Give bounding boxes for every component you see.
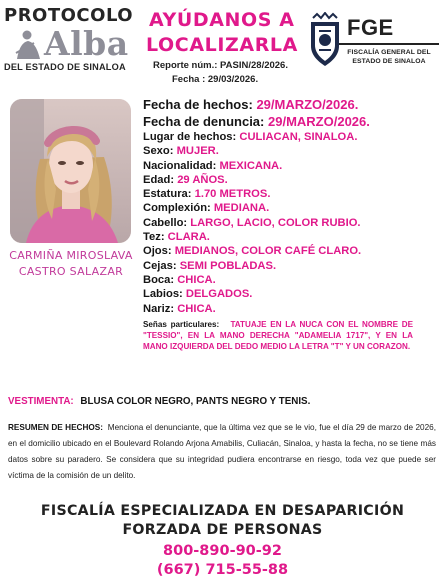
fact-fecha-denuncia: Fecha de denuncia: 29/MARZO/2026. bbox=[143, 114, 370, 129]
phone-number-local[interactable]: (667) 715-55-88 bbox=[156, 562, 289, 578]
footer-agency-line-2: FORZADA DE PERSONAS bbox=[122, 522, 323, 538]
senas-label: Señas particulares: bbox=[143, 320, 220, 329]
fge-acronym: FGE bbox=[347, 15, 394, 40]
person-name-line-2: CASTRO SALAZAR bbox=[18, 265, 124, 278]
distinguishing-marks bbox=[143, 319, 413, 353]
fact-tez: Tez: CLARA. bbox=[143, 231, 210, 244]
fact-cabello: Cabello: LARGO, LACIO, COLOR RUBIO. bbox=[143, 216, 361, 229]
fact-estatura: Estatura: 1.70 METROS. bbox=[143, 188, 271, 201]
fact-nacionalidad: Nacionalidad: MEXICANA. bbox=[143, 159, 283, 172]
logo-estado-text: DEL ESTADO DE SINALOA bbox=[4, 62, 126, 72]
person-details bbox=[143, 96, 443, 316]
vestimenta-label: VESTIMENTA: bbox=[8, 396, 74, 407]
person-name-line-1: CARMIÑA MIROSLAVA bbox=[9, 249, 133, 262]
fge-divider bbox=[339, 43, 439, 45]
title-line-1: AYÚDANOS A bbox=[149, 9, 295, 31]
header bbox=[0, 0, 445, 92]
sinaloa-seal-icon bbox=[307, 12, 343, 70]
vestimenta-value: BLUSA COLOR NEGRO, PANTS NEGRO Y TENIS. bbox=[80, 396, 311, 407]
fact-sexo: Sexo: MUJER. bbox=[143, 145, 219, 158]
fact-complexion: Complexión: MEDIANA. bbox=[143, 202, 270, 215]
fact-boca: Boca: CHICA. bbox=[143, 273, 216, 286]
protocolo-alba-logo bbox=[4, 6, 142, 82]
senas-value: TATUAJE EN LA NUCA CON EL NOMBRE DE "TESSIO", EN LA MANO DERECHA "ADAMELIA 1717", Y EN LA MANO IZQUIERDA DEL DEDO MEDIO LA LETRA "T" Y UN CORAZON. bbox=[143, 320, 413, 352]
fge-name-line-1: FISCALÍA GENERAL DEL bbox=[347, 49, 431, 56]
alert-title-block bbox=[142, 8, 305, 86]
person-name bbox=[2, 248, 140, 280]
title-line-2: LOCALIZARLA bbox=[146, 34, 298, 56]
fact-cejas: Cejas: SEMI POBLADAS. bbox=[143, 259, 277, 272]
footer-contact bbox=[0, 502, 445, 580]
report-date: Fecha : 29/03/2026. bbox=[172, 74, 259, 85]
person-figure-icon bbox=[14, 29, 44, 61]
fact-edad: Edad: 29 AÑOS. bbox=[143, 173, 228, 186]
report-number: Reporte núm.: PASIN/28/2026. bbox=[153, 60, 288, 71]
clothing bbox=[8, 396, 438, 407]
resumen-text: Menciona el denunciante, que la última vez que se le vio, fue el día 29 de marzo de 2026, en el domicilio ubicado en el Boulevard Rolando Arjona Amabilis, Culiacán, Sinaloa, y hasta la fecha, no se tiene más datos sobre su paradero. Se considera que su integridad pudiera encontrarse en riesgo, toda vez que puede ser víctima de la comisión de un delito. bbox=[8, 423, 436, 480]
phone-number-tollfree[interactable]: 800-890-90-92 bbox=[163, 543, 282, 559]
fact-lugar-hechos: Lugar de hechos: CULIACAN, SINALOA. bbox=[143, 131, 358, 143]
fge-name-line-2: ESTADO DE SINALOA bbox=[352, 58, 426, 65]
case-summary bbox=[8, 420, 436, 484]
logo-alba-text: Alba bbox=[44, 24, 129, 63]
fact-labios: Labios: DELGADOS. bbox=[143, 288, 253, 301]
logo-protocolo-text: PROTOCOLO bbox=[4, 5, 134, 26]
fact-ojos: Ojos: MEDIANOS, COLOR CAFÉ CLARO. bbox=[143, 245, 362, 258]
fact-fecha-hechos: Fecha de hechos: 29/MARZO/2026. bbox=[143, 97, 359, 112]
portrait-illustration bbox=[10, 99, 131, 243]
fge-logo bbox=[339, 15, 439, 66]
fact-nariz: Nariz: CHICA. bbox=[143, 302, 216, 315]
missing-person-photo bbox=[10, 99, 131, 243]
resumen-label: RESUMEN DE HECHOS: bbox=[8, 423, 103, 432]
footer-agency-line-1: FISCALÍA ESPECIALIZADA EN DESAPARICIÓN bbox=[40, 503, 405, 519]
